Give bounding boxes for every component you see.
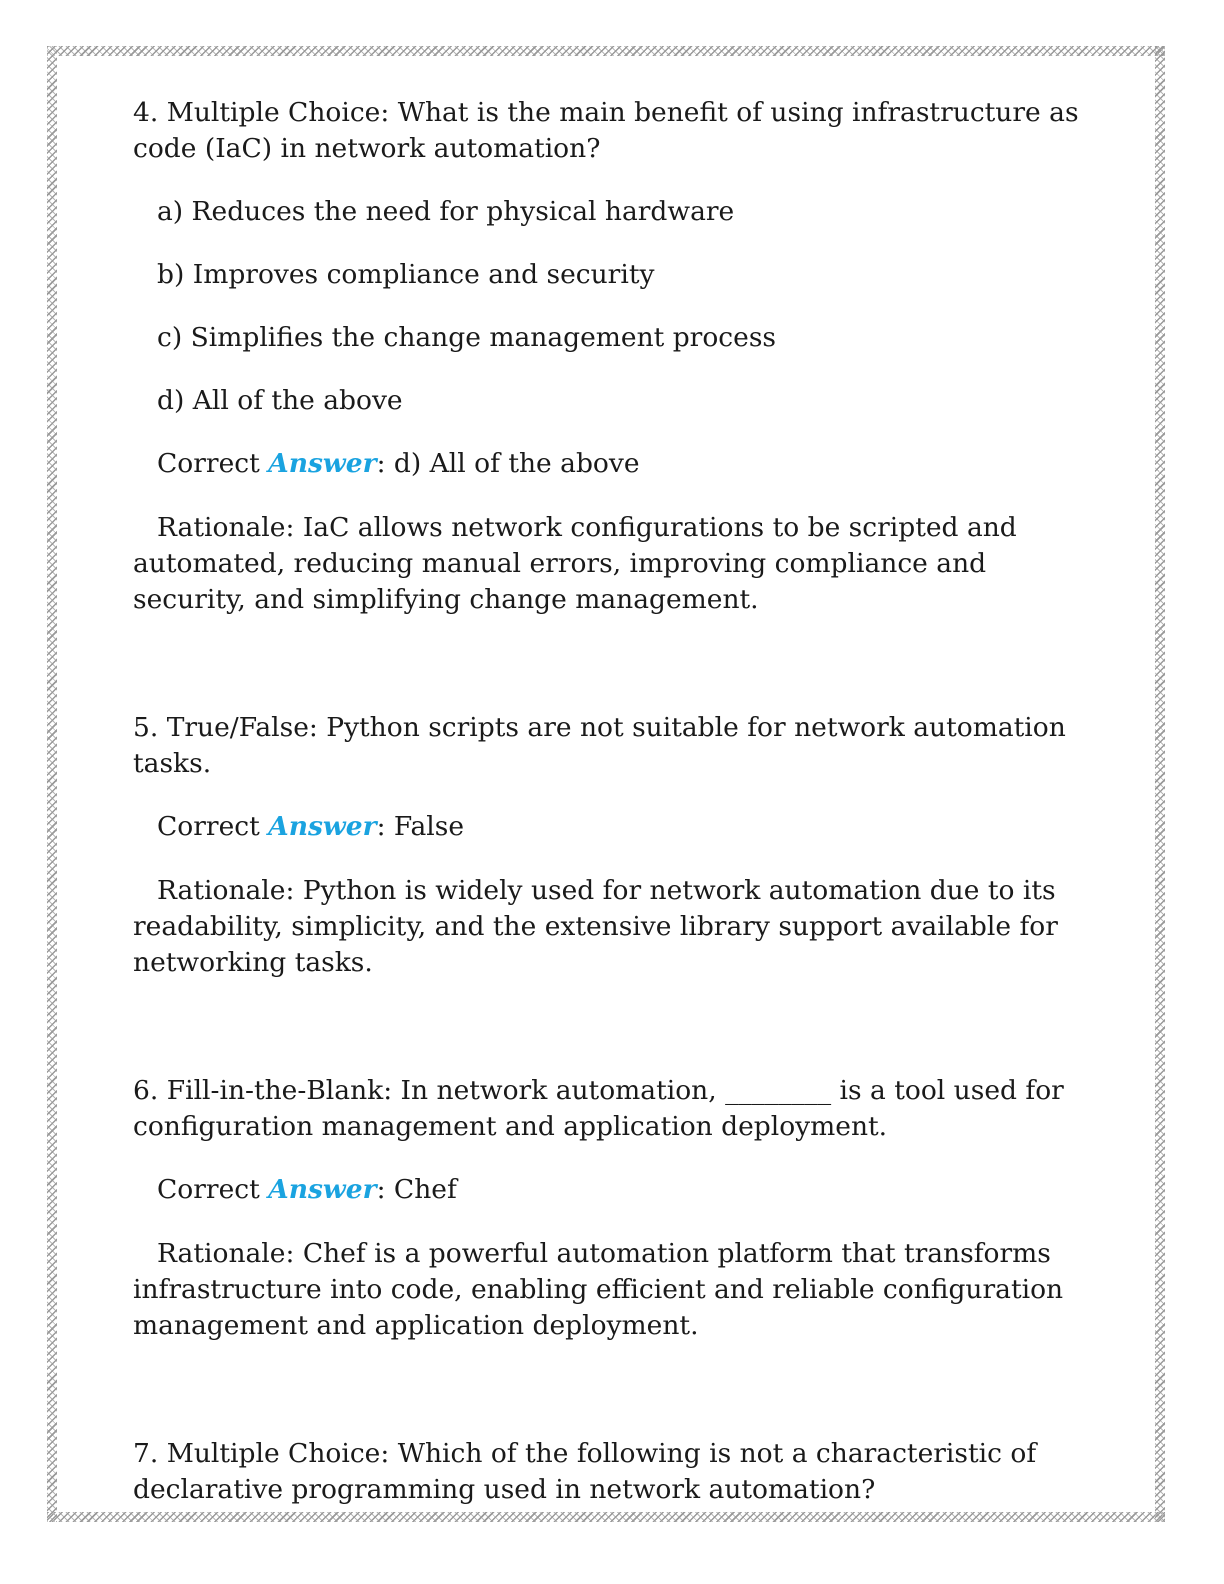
- rationale-5: Rationale: Python is widely used for network automation due to its readability, simplicity, and the extensive library support available for networking tasks.: [133, 875, 1058, 978]
- answer-label: Answer: [268, 811, 377, 842]
- question-5: 5. True/False: Python scripts are not suitable for network automation tasks.: [133, 712, 1066, 779]
- option-a: a) Reduces the need for physical hardware: [157, 196, 735, 227]
- rationale-6: Rationale: Chef is a powerful automation platform that transforms infrastructure into code, enabling efficient and reliable configuration management and application deployment.: [133, 1238, 1064, 1341]
- option-d: d) All of the above: [157, 385, 403, 416]
- answer-value: : Chef: [376, 1174, 457, 1205]
- document-body: [133, 95, 1083, 1508]
- answer-value: : False: [376, 811, 465, 842]
- border-right: [1155, 46, 1165, 1522]
- correct-answer-5: [133, 809, 1083, 845]
- border-bottom: [47, 1512, 1165, 1522]
- answer-prefix: Correct: [157, 811, 269, 842]
- answer-prefix: Correct: [157, 448, 269, 479]
- border-top: [47, 46, 1165, 56]
- answer-value: : d) All of the above: [376, 448, 640, 479]
- option-b: b) Improves compliance and security: [157, 259, 655, 290]
- option-c: c) Simplifies the change management process: [157, 322, 777, 353]
- answer-prefix: Correct: [157, 1174, 269, 1205]
- correct-answer-4: [133, 446, 1083, 482]
- rationale-4: Rationale: IaC allows network configurations to be scripted and automated, reducing manual errors, improving compliance and security, and simplifying change management.: [133, 512, 1017, 615]
- answer-label: Answer: [268, 1174, 377, 1205]
- question-4: 4. Multiple Choice: What is the main benefit of using infrastructure as code (IaC) in network automation?: [133, 97, 1079, 164]
- border-left: [47, 46, 57, 1522]
- question-7: 7. Multiple Choice: Which of the following is not a characteristic of declarative programming used in network automation?: [133, 1438, 1037, 1505]
- correct-answer-6: [133, 1172, 1083, 1208]
- answer-label: Answer: [268, 448, 377, 479]
- question-6: 6. Fill-in-the-Blank: In network automation, ________ is a tool used for configuration management and application deployment.: [133, 1075, 1064, 1142]
